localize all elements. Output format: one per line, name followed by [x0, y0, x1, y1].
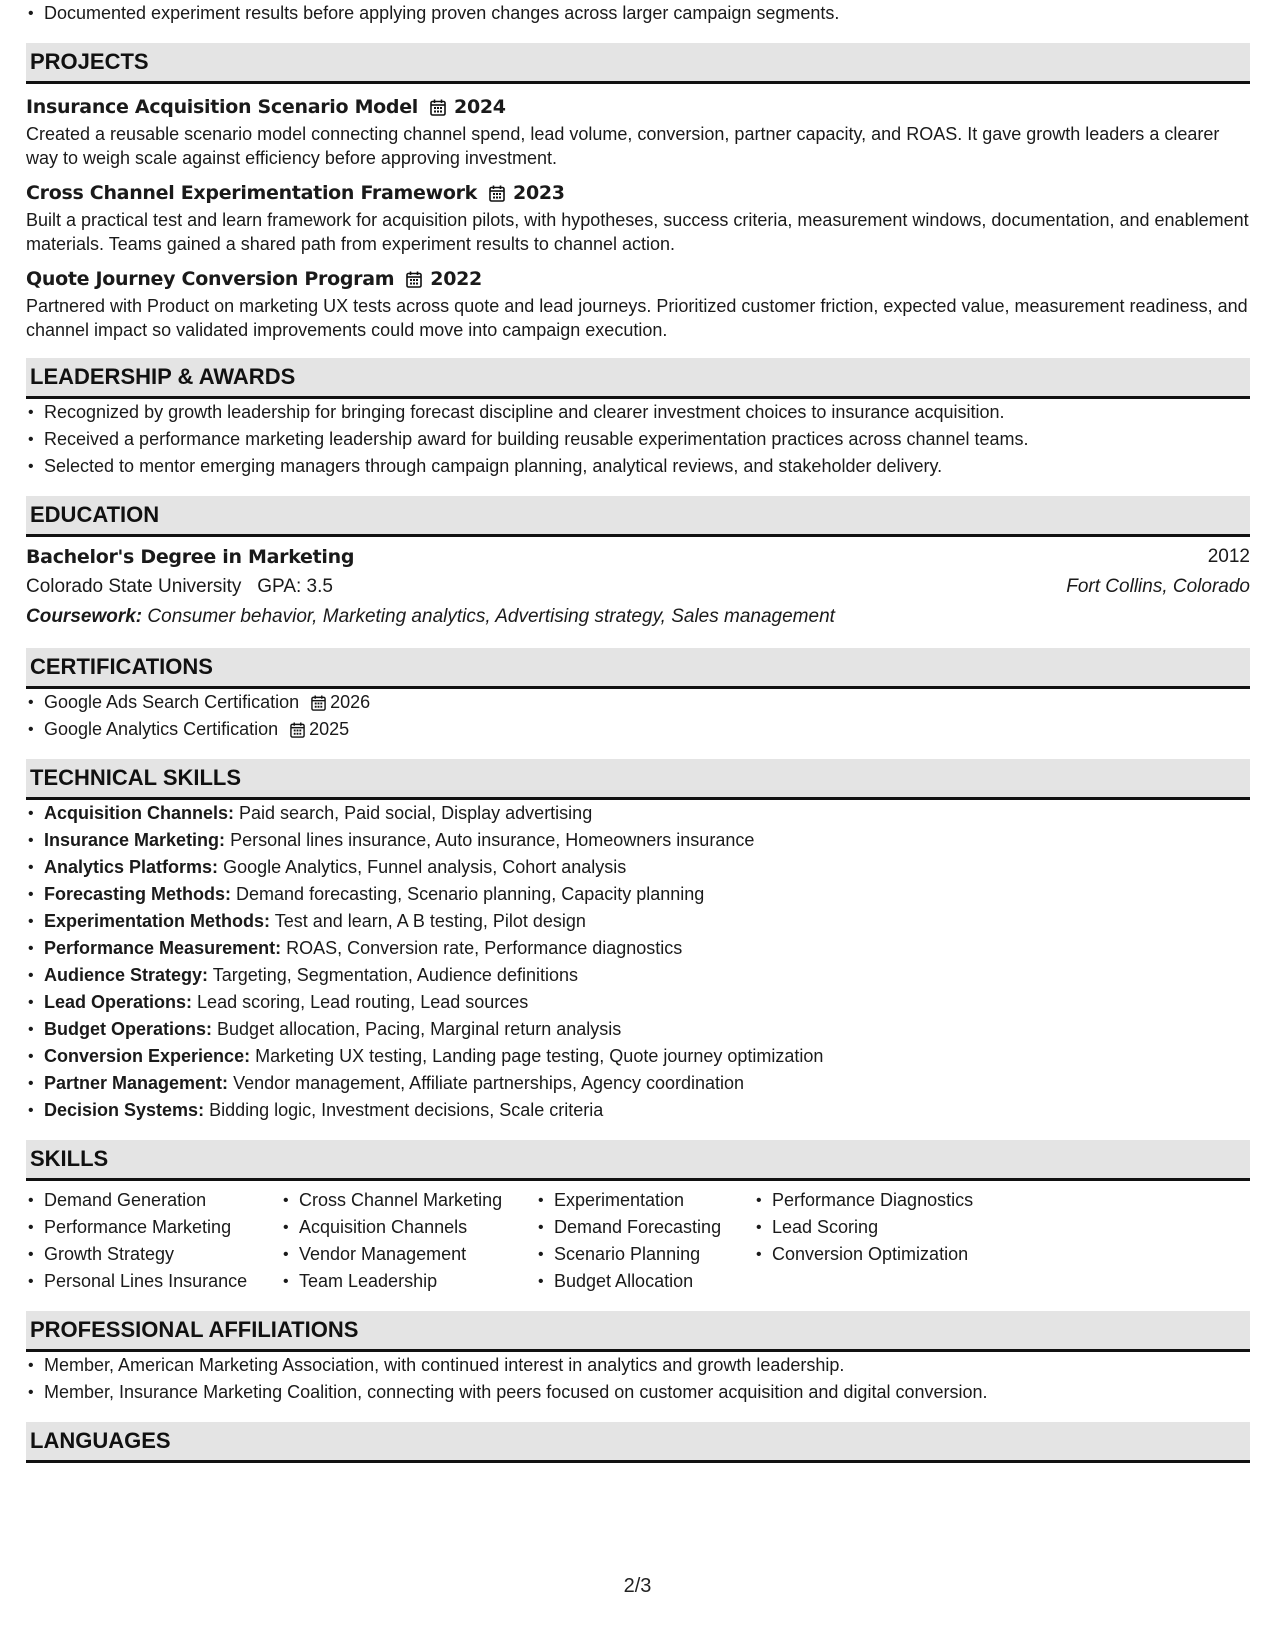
education-section	[26, 496, 1250, 632]
list-item	[26, 962, 1250, 989]
skill-values: Paid search, Paid social, Display advertising	[239, 803, 593, 823]
certification-year: 2026	[330, 692, 371, 712]
coursework-list: Consumer behavior, Marketing analytics, Advertising strategy, Sales management	[147, 606, 835, 627]
skill-item: • Experimentation	[536, 1187, 754, 1214]
resume-page	[26, 0, 1250, 1463]
skill-values: Google Analytics, Funnel analysis, Cohort analysis	[223, 857, 627, 877]
list-item	[26, 716, 1250, 743]
calendar-icon	[290, 722, 305, 738]
skill-category: Acquisition Channels:	[44, 803, 235, 823]
projects-section	[26, 43, 1250, 342]
skill-values: Test and learn, A B testing, Pilot design	[274, 911, 586, 931]
project-description: Built a practical test and learn framework for acquisition pilots, with hypotheses, success criteria, measurement windows, documentation, and enablement materials. Teams gained a shared path from experiment results to channel action.	[26, 210, 1249, 254]
section-heading: TECHNICAL SKILLS	[26, 759, 1250, 800]
skill-item: • Demand Generation	[26, 1187, 281, 1214]
certification-name: • Google Ads Search Certification	[44, 692, 300, 712]
list-item	[26, 800, 1250, 827]
list-item	[26, 1016, 1250, 1043]
leadership-section	[26, 358, 1250, 480]
project-item	[26, 92, 1250, 170]
school-location: Fort Collins, Colorado	[1066, 576, 1250, 597]
certification-year: 2025	[309, 719, 350, 739]
skill-item: • Demand Forecasting	[536, 1214, 754, 1241]
list-item	[26, 1097, 1250, 1124]
project-title: Insurance Acquisition Scenario Model	[26, 96, 419, 118]
section-heading: PROJECTS	[26, 43, 1250, 84]
degree-title: Bachelor's Degree in Marketing	[26, 546, 355, 568]
skills-column	[536, 1187, 754, 1295]
skill-category: Insurance Marketing:	[44, 830, 226, 850]
skill-values: Budget allocation, Pacing, Marginal return analysis	[217, 1019, 622, 1039]
skill-values: Demand forecasting, Scenario planning, Capacity planning	[236, 884, 705, 904]
project-year: 2024	[454, 96, 506, 118]
page-number: 2/3	[623, 1575, 652, 1597]
section-heading: EDUCATION	[26, 496, 1250, 537]
skills-column	[26, 1187, 281, 1295]
coursework	[26, 602, 1250, 632]
technical-skills-section	[26, 759, 1250, 1124]
list-item: • Member, American Marketing Association, with continued interest in analytics and growth leadership.	[26, 1352, 1250, 1379]
project-year: 2023	[513, 182, 565, 204]
coursework-label: Coursework:	[26, 606, 143, 627]
skill-values: Vendor management, Affiliate partnerships, Agency coordination	[233, 1073, 745, 1093]
list-item: • Documented experiment results before applying proven changes across larger campaign segments.	[26, 0, 1250, 27]
section-heading: SKILLS	[26, 1140, 1250, 1181]
project-description: Created a reusable scenario model connecting channel spend, lead volume, conversion, partner capacity, and ROAS. It gave growth leaders a clearer way to weigh scale against efficiency before approving investment.	[26, 124, 1220, 168]
skill-item: • Cross Channel Marketing	[281, 1187, 536, 1214]
skill-values: ROAS, Conversion rate, Performance diagnostics	[286, 938, 683, 958]
list-item	[26, 1043, 1250, 1070]
project-title: Quote Journey Conversion Program	[26, 268, 395, 290]
skill-item: • Scenario Planning	[536, 1241, 754, 1268]
skill-category: Experimentation Methods:	[44, 911, 271, 931]
graduation-year: 2012	[1207, 546, 1250, 567]
skill-item: • Growth Strategy	[26, 1241, 281, 1268]
skill-category: Conversion Experience:	[44, 1046, 251, 1066]
affiliations-section	[26, 1311, 1250, 1406]
skills-column	[281, 1187, 536, 1295]
project-year: 2022	[430, 268, 482, 290]
list-item	[26, 908, 1250, 935]
project-title: Cross Channel Experimentation Framework	[26, 182, 478, 204]
school-name: Colorado State University	[26, 576, 242, 597]
skill-values: Marketing UX testing, Landing page testing, Quote journey optimization	[255, 1046, 824, 1066]
section-heading: LANGUAGES	[26, 1422, 1250, 1463]
skill-item: • Performance Diagnostics	[754, 1187, 1054, 1214]
section-heading: CERTIFICATIONS	[26, 648, 1250, 689]
skill-item: • Acquisition Channels	[281, 1214, 536, 1241]
calendar-icon	[406, 271, 422, 288]
skill-category: Decision Systems:	[44, 1100, 205, 1120]
list-item: • Member, Insurance Marketing Coalition, connecting with peers focused on customer acquisition and digital conversion.	[26, 1379, 1250, 1406]
skill-category: Performance Measurement:	[44, 938, 282, 958]
skill-category: Analytics Platforms:	[44, 857, 219, 877]
section-heading: PROFESSIONAL AFFILIATIONS	[26, 1311, 1250, 1352]
list-item	[26, 935, 1250, 962]
skills-column	[754, 1187, 1054, 1295]
project-description: Partnered with Product on marketing UX tests across quote and lead journeys. Prioritized customer friction, expected value, measurement readiness, and channel impact so validated improvements could move into campaign execution.	[26, 296, 1248, 340]
skill-values: Lead scoring, Lead routing, Lead sources	[197, 992, 529, 1012]
certification-name: • Google Analytics Certification	[44, 719, 279, 739]
skill-item: • Lead Scoring	[754, 1214, 1054, 1241]
list-item	[26, 827, 1250, 854]
project-item	[26, 264, 1250, 342]
skills-section	[26, 1140, 1250, 1295]
calendar-icon	[489, 185, 505, 202]
skill-item: • Performance Marketing	[26, 1214, 281, 1241]
list-item	[26, 1070, 1250, 1097]
skill-item: • Budget Allocation	[536, 1268, 754, 1295]
certifications-section	[26, 648, 1250, 743]
skill-item: • Vendor Management	[281, 1241, 536, 1268]
calendar-icon	[311, 695, 326, 711]
experience-carryover-list	[26, 0, 1250, 27]
list-item	[26, 989, 1250, 1016]
skill-category: Budget Operations:	[44, 1019, 213, 1039]
skill-item: • Personal Lines Insurance	[26, 1268, 281, 1295]
skill-item: • Conversion Optimization	[754, 1241, 1054, 1268]
skill-category: Partner Management:	[44, 1073, 229, 1093]
skill-values: Bidding logic, Investment decisions, Scale criteria	[209, 1100, 604, 1120]
list-item: • Received a performance marketing leadership award for building reusable experimentation practices across channel teams.	[26, 426, 1250, 453]
skill-category: Audience Strategy:	[44, 965, 209, 985]
skill-item: • Team Leadership	[281, 1268, 536, 1295]
skill-category: Forecasting Methods:	[44, 884, 232, 904]
list-item	[26, 689, 1250, 716]
languages-section	[26, 1422, 1250, 1463]
project-item	[26, 178, 1250, 256]
list-item: • Recognized by growth leadership for bringing forecast discipline and clearer investment choices to insurance acquisition.	[26, 399, 1250, 426]
list-item	[26, 854, 1250, 881]
skill-category: Lead Operations:	[44, 992, 193, 1012]
list-item: • Selected to mentor emerging managers through campaign planning, analytical reviews, and stakeholder delivery.	[26, 453, 1250, 480]
skill-values: Targeting, Segmentation, Audience definitions	[212, 965, 578, 985]
skills-grid	[26, 1187, 1250, 1295]
section-heading: LEADERSHIP & AWARDS	[26, 358, 1250, 399]
calendar-icon	[430, 99, 446, 116]
gpa: GPA: 3.5	[257, 576, 333, 597]
skill-values: Personal lines insurance, Auto insurance, Homeowners insurance	[230, 830, 755, 850]
list-item	[26, 881, 1250, 908]
